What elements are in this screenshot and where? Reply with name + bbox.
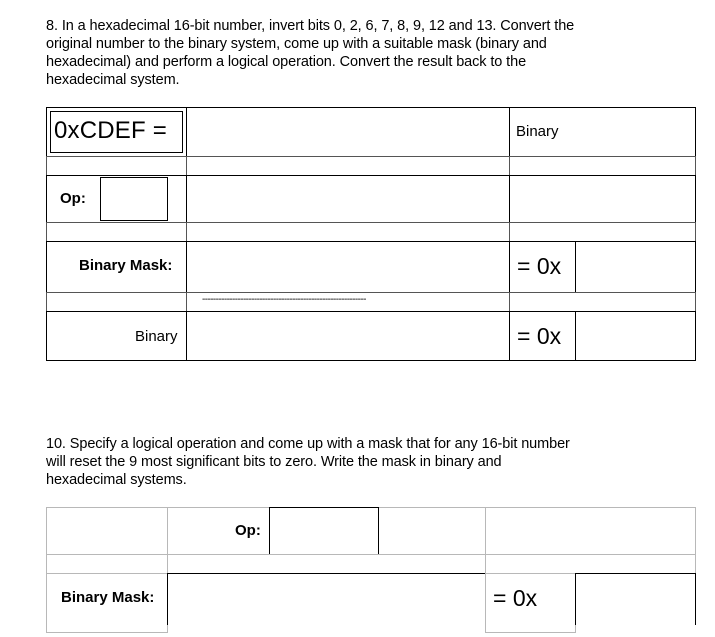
- op-label: Op:: [60, 190, 86, 207]
- result-binary-cell[interactable]: [186, 311, 510, 361]
- mask-hex-prefix: = 0x: [517, 253, 562, 279]
- mask-label: Binary Mask:: [79, 257, 173, 274]
- mask10-hex-answer-cell[interactable]: [575, 573, 696, 625]
- op10-label: Op:: [235, 522, 261, 539]
- question-10-line: hexadecimal systems.: [46, 472, 187, 488]
- question-8-text: [46, 17, 646, 89]
- binary-label-top: Binary: [516, 123, 559, 140]
- question-10-line: will reset the 9 most significant bits to zero. Write the mask in binary and: [46, 454, 502, 470]
- question-10-text: [46, 435, 666, 489]
- op-middle-cell[interactable]: [186, 175, 510, 223]
- question-8-line: 8. In a hexadecimal 16-bit number, invert bits 0, 2, 6, 7, 8, 9, 12 and 13. Convert the: [46, 18, 575, 34]
- spacer-cell: [509, 222, 696, 242]
- op10-answer-box[interactable]: [269, 507, 379, 555]
- mask10-binary-cell[interactable]: [167, 573, 486, 625]
- op10-left-cell: [46, 507, 168, 555]
- question-10-line: 10. Specify a logical operation and come up with a mask that for any 16-bit number: [46, 436, 570, 452]
- mask-binary-cell[interactable]: [186, 241, 510, 293]
- spacer-cell: [485, 554, 696, 574]
- binary-answer-cell[interactable]: [186, 107, 510, 157]
- op-answer-box[interactable]: [100, 177, 168, 221]
- question-8-line: hexadecimal system.: [46, 72, 180, 88]
- mask10-hex-prefix: = 0x: [493, 585, 538, 611]
- spacer-cell: [46, 222, 187, 242]
- spacer-cell: [46, 292, 187, 312]
- number-label: 0xCDEF =: [54, 117, 167, 144]
- dash-separator: ------------------------------------------------------------: [202, 294, 366, 305]
- spacer-cell: [46, 156, 187, 176]
- spacer-cell: [509, 292, 696, 312]
- spacer-cell: [186, 156, 510, 176]
- spacer-cell: [46, 554, 168, 574]
- result-hex-prefix: = 0x: [517, 323, 562, 349]
- spacer-cell: [186, 222, 510, 242]
- result-binary-label: Binary: [135, 328, 178, 345]
- mask10-label: Binary Mask:: [61, 589, 155, 606]
- question-8-line: hexadecimal) and perform a logical operation. Convert the result back to the: [46, 54, 527, 70]
- op-right-cell[interactable]: [509, 175, 696, 223]
- mask-hex-answer-cell[interactable]: [575, 241, 696, 293]
- spacer-cell: [167, 554, 486, 574]
- question-8-line: original number to the binary system, come up with a suitable mask (binary and: [46, 36, 547, 52]
- op10-right-cell: [485, 507, 696, 555]
- spacer-cell: [509, 156, 696, 176]
- result-hex-answer-cell[interactable]: [575, 311, 696, 361]
